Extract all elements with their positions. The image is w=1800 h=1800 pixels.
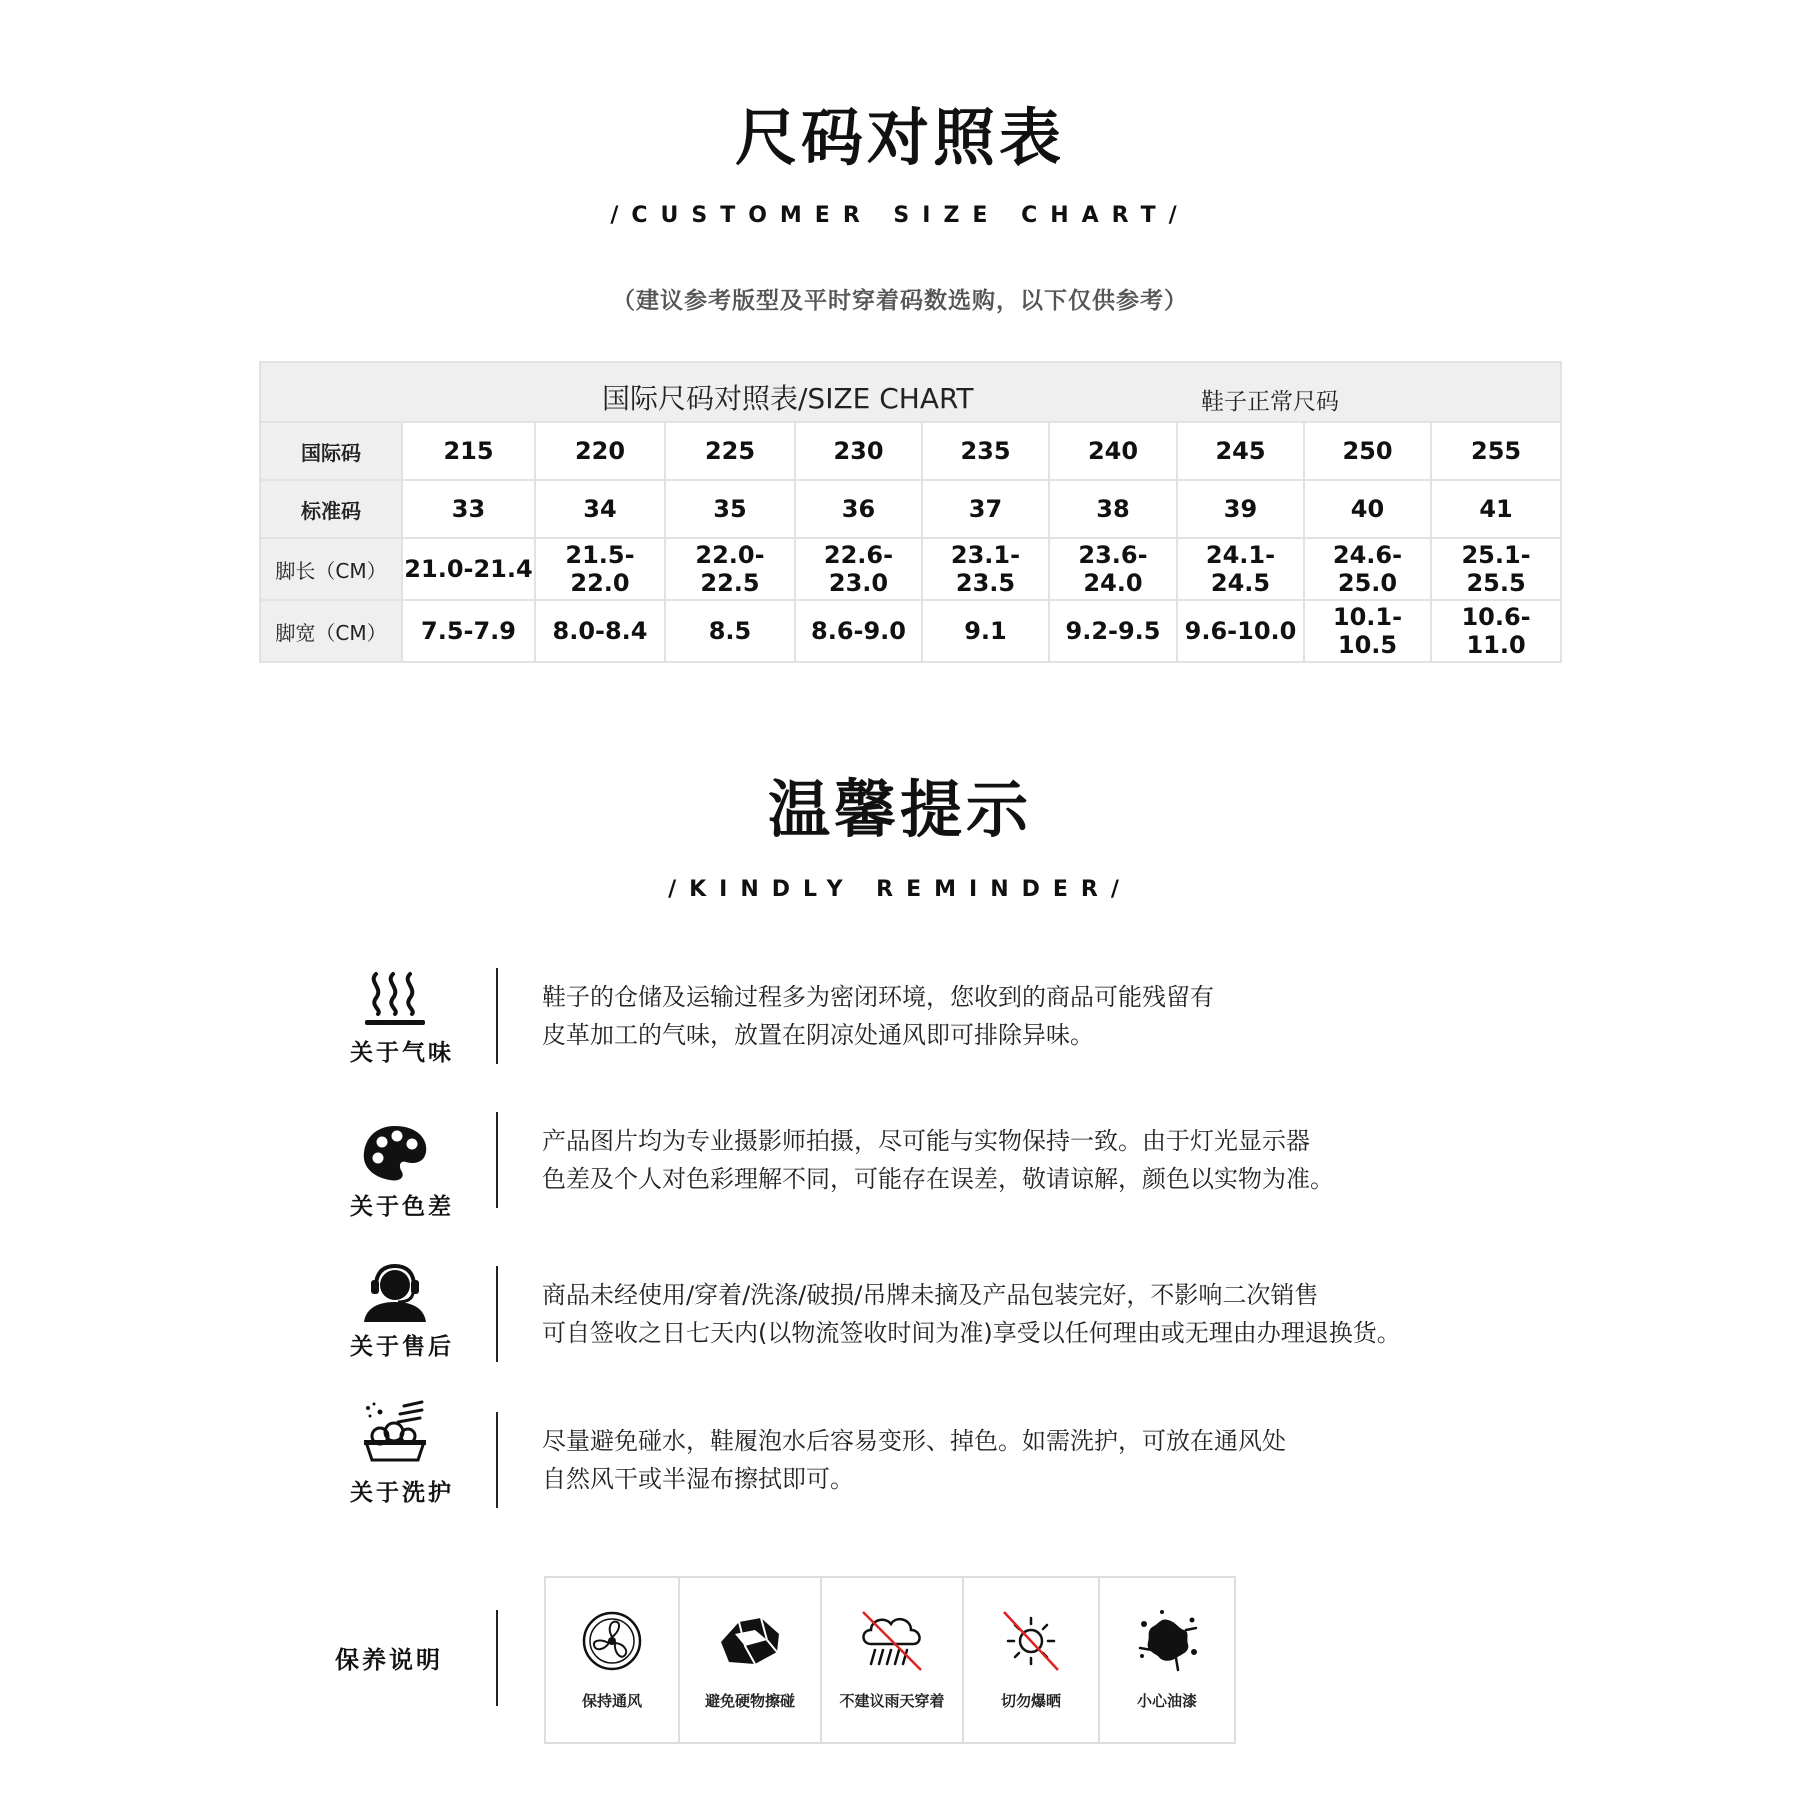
- table-row: [260, 422, 1561, 480]
- table-cell: 21.0-21.4: [402, 538, 535, 600]
- row-label: 国际码: [260, 422, 402, 480]
- oil-paint-splash-icon: [1132, 1608, 1202, 1674]
- table-cell: 10.1-10.5: [1304, 600, 1431, 662]
- size-chart-note: （建议参考版型及平时穿着码数选购，以下仅供参考）: [612, 288, 1188, 314]
- table-cell: 215: [402, 422, 535, 480]
- fan-ventilation-icon: [577, 1608, 647, 1674]
- table-row: [260, 538, 1561, 600]
- care-item-paint: [1100, 1578, 1234, 1742]
- reminder-text: 商品未经使用/穿着/洗涤/破损/吊牌未摘及产品包装完好，不影响二次销售 可自签收之日七天内(以物流签收时间为准)享受以任何理由或无理由办理退换货。: [542, 1281, 1401, 1347]
- table-cell: 36: [795, 480, 922, 538]
- table-cell: 225: [665, 422, 795, 480]
- palette-icon: [360, 1122, 430, 1182]
- divider: [496, 1610, 498, 1706]
- table-row: [260, 600, 1561, 662]
- reminder-odor: [320, 968, 1520, 1068]
- table-cell: 9.1: [922, 600, 1049, 662]
- table-cell: 39: [1177, 480, 1304, 538]
- table-cell: 255: [1431, 422, 1561, 480]
- care-item-label: 切勿爆晒: [1000, 1692, 1061, 1710]
- care-item-label: 保持通风: [581, 1692, 642, 1710]
- reminder-label: 关于气味: [350, 1040, 454, 1066]
- table-cell: 8.5: [665, 600, 795, 662]
- reminder-label: 关于洗护: [350, 1480, 454, 1506]
- table-cell: 38: [1049, 480, 1177, 538]
- steam-odor-icon: [360, 968, 430, 1028]
- care-item-ventilation: [546, 1578, 680, 1742]
- reminder-title: 温馨提示: [767, 773, 1032, 846]
- reminder-subtitle: /KINDLY REMINDER/: [668, 877, 1132, 902]
- table-cell: 25.1-25.5: [1431, 538, 1561, 600]
- table-cell: 8.6-9.0: [795, 600, 922, 662]
- table-cell: 235: [922, 422, 1049, 480]
- care-item-label: 小心油漆: [1136, 1692, 1197, 1710]
- table-cell: 250: [1304, 422, 1431, 480]
- reminder-washing: [320, 1412, 1520, 1512]
- table-cell: 8.0-8.4: [535, 600, 665, 662]
- table-cell: 230: [795, 422, 922, 480]
- reminder-text: 鞋子的仓储及运输过程多为密闭环境，您收到的商品可能残留有 皮革加工的气味，放置在阴凉处通风即可排除异味。: [542, 983, 1214, 1049]
- row-label: 脚长（CM）: [260, 538, 402, 600]
- care-item-no-rain: [822, 1578, 964, 1742]
- table-cell: 9.6-10.0: [1177, 600, 1304, 662]
- table-cell: 33: [402, 480, 535, 538]
- no-sun-icon: [996, 1608, 1066, 1674]
- reminder-color: [320, 1112, 1520, 1220]
- table-cell: 240: [1049, 422, 1177, 480]
- table-cell: 245: [1177, 422, 1304, 480]
- reminder-label: 关于色差: [350, 1194, 454, 1220]
- divider: [496, 1112, 498, 1208]
- no-rain-icon: [857, 1608, 927, 1674]
- care-item-no-sun: [964, 1578, 1100, 1742]
- reminder-text: 尽量避免碰水，鞋履泡水后容易变形、掉色。如需洗护，可放在通风处 自然风干或半湿布擦拭即可。: [542, 1427, 1286, 1493]
- size-table-side-title: 鞋子正常尺码: [1201, 389, 1339, 415]
- table-cell: 23.1-23.5: [922, 538, 1049, 600]
- care-item-label: 不建议雨天穿着: [839, 1692, 945, 1710]
- care-label: 保养说明: [335, 1646, 443, 1674]
- table-cell: 24.6-25.0: [1304, 538, 1431, 600]
- headset-agent-icon: [360, 1260, 430, 1320]
- hand-wash-icon: [360, 1400, 430, 1460]
- table-cell: 35: [665, 480, 795, 538]
- divider: [496, 1266, 498, 1362]
- table-cell: 220: [535, 422, 665, 480]
- size-chart-subtitle: /CUSTOMER SIZE CHART/: [610, 203, 1190, 228]
- row-label: 标准码: [260, 480, 402, 538]
- care-item-label: 避免硬物擦碰: [704, 1692, 795, 1710]
- table-cell: 37: [922, 480, 1049, 538]
- table-row: [260, 480, 1561, 538]
- table-cell: 24.1-24.5: [1177, 538, 1304, 600]
- row-label: 脚宽（CM）: [260, 600, 402, 662]
- size-chart-title: 尺码对照表: [734, 101, 1065, 174]
- table-cell: 7.5-7.9: [402, 600, 535, 662]
- table-cell: 22.6-23.0: [795, 538, 922, 600]
- table-cell: 10.6-11.0: [1431, 600, 1561, 662]
- divider: [496, 1412, 498, 1508]
- table-cell: 23.6-24.0: [1049, 538, 1177, 600]
- size-table-title-row: [260, 362, 1561, 422]
- table-cell: 9.2-9.5: [1049, 600, 1177, 662]
- care-box: [544, 1576, 1236, 1744]
- size-table-title: 国际尺码对照表/SIZE CHART: [602, 382, 974, 415]
- table-cell: 34: [535, 480, 665, 538]
- hard-object-icon: [715, 1608, 785, 1674]
- table-cell: 40: [1304, 480, 1431, 538]
- reminder-after-sales: [320, 1266, 1520, 1366]
- table-cell: 21.5-22.0: [535, 538, 665, 600]
- reminder-label: 关于售后: [350, 1334, 454, 1360]
- reminder-text: 产品图片均为专业摄影师拍摄，尽可能与实物保持一致。由于灯光显示器 色差及个人对色彩理解不同，可能存在误差，敬请谅解，颜色以实物为准。: [542, 1127, 1334, 1193]
- table-cell: 22.0-22.5: [665, 538, 795, 600]
- care-item-hard-object: [680, 1578, 822, 1742]
- size-table: [259, 361, 1562, 663]
- divider: [496, 968, 498, 1064]
- table-cell: 41: [1431, 480, 1561, 538]
